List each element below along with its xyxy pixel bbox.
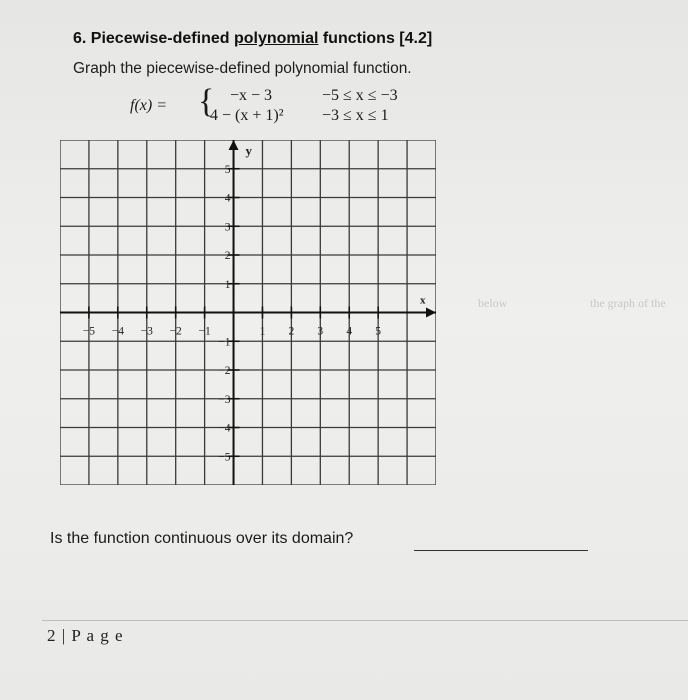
continuity-question: Is the function continuous over its domain? (50, 530, 354, 547)
x-tick-label: −3 (140, 325, 153, 338)
piece-1-expression: −x − 3 (230, 87, 273, 104)
formula-brace: { (198, 83, 215, 120)
y-tick-label: −2 (218, 365, 231, 377)
bleed-through-text: below (478, 296, 508, 310)
coordinate-grid[interactable] (60, 140, 436, 485)
x-tick-label: 1 (259, 325, 266, 338)
x-axis-arrow (426, 308, 436, 318)
piece-2-expression: 4 − (x + 1)² (210, 107, 284, 124)
x-tick-label: 5 (375, 325, 382, 338)
title-underlined-word: polynomial (233, 30, 319, 47)
y-tick-label: 2 (224, 250, 231, 262)
axes (60, 140, 436, 485)
y-tick-label: 1 (224, 278, 231, 291)
x-tick-label: −4 (111, 325, 124, 338)
y-tick-label: 3 (224, 221, 231, 234)
formula-lhs: f(x) = (130, 97, 167, 114)
footer-rule (42, 620, 688, 621)
y-tick-label: −5 (218, 451, 231, 464)
y-tick-label: −3 (218, 393, 231, 406)
piece-1-domain: −5 ≤ x ≤ −3 (322, 87, 398, 104)
title-prefix: 6. Piecewise-defined (73, 30, 234, 47)
x-axis-label: x (420, 294, 426, 307)
piece-2-domain: −3 ≤ x ≤ 1 (322, 107, 389, 124)
y-tick-label: 4 (224, 192, 231, 205)
x-tick-label: 4 (346, 325, 353, 338)
x-tick-label: −1 (198, 325, 211, 338)
y-tick-label: −1 (218, 336, 231, 349)
x-tick-label: −2 (169, 325, 182, 338)
y-tick-label: 5 (224, 163, 231, 176)
x-axis-ticks (83, 307, 381, 338)
piecewise-formula (130, 83, 440, 127)
problem-title (73, 30, 432, 48)
y-axis-arrow (229, 140, 239, 150)
answer-line[interactable] (414, 550, 588, 551)
title-suffix: functions [4.2] (318, 30, 433, 47)
instruction-text: Graph the piecewise-defined polynomial function. (73, 60, 412, 77)
x-tick-label: 2 (288, 325, 295, 338)
bleed-through-text: the graph of the (590, 296, 666, 310)
y-axis-label: y (245, 143, 253, 158)
x-tick-label: 3 (317, 325, 324, 338)
y-tick-label: −4 (218, 422, 231, 435)
x-tick-label: −5 (82, 325, 96, 338)
page-number: 2 | P a g e (47, 626, 124, 645)
